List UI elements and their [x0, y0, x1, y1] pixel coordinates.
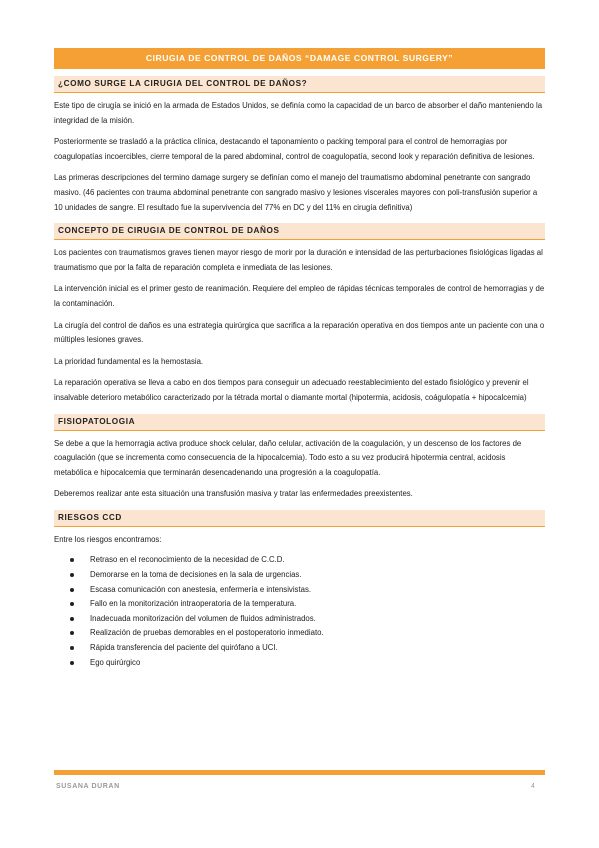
- section-heading-concept: CONCEPTO DE CIRUGIA DE CONTROL DE DAÑOS: [54, 223, 545, 240]
- paragraph: La intervención inicial es el primer gesto de reanimación. Requiere del empleo de rápidas técnicas temporales de control de hemorragias y de la contaminación.: [54, 284, 545, 308]
- list-item: [54, 626, 545, 641]
- list-item-text: Demorarse en la toma de decisiones en la sala de urgencias.: [90, 570, 302, 580]
- list-item: [54, 583, 545, 598]
- bullet-icon: [70, 602, 74, 606]
- list-item: [54, 612, 545, 627]
- document-page: [54, 48, 545, 670]
- list-item: [54, 553, 545, 568]
- paragraph: La prioridad fundamental es la hemostasia.: [54, 356, 204, 366]
- bullet-icon: [70, 661, 74, 665]
- paragraph: Los pacientes con traumatismos graves tienen mayor riesgo de morir por la duración e intensidad de las perturbaciones fisiológicas ligadas al traumatismo que por la falta de reparación completa e inmediata de las lesiones.: [54, 248, 543, 272]
- section-heading-origin: ¿COMO SURGE LA CIRUGIA DEL CONTROL DE DAÑOS?: [54, 76, 545, 93]
- paragraph: La cirugía del control de daños es una estrategia quirúrgica que sacrifica a la reparación operativa en dos tiempos ante un paciente con una o múltiples lesiones graves.: [54, 320, 545, 345]
- paragraph: Este tipo de cirugía se inició en la armada de Estados Unidos, se definía como la capacidad de un barco de absorber el daño manteniendo la integridad de la misión.: [54, 101, 543, 125]
- bullet-icon: [70, 558, 74, 562]
- list-item-text: Inadecuada monitorización del volumen de fluidos administrados.: [90, 613, 316, 623]
- bullet-icon: [70, 646, 74, 650]
- bullet-icon: [70, 617, 74, 621]
- list-item-text: Escasa comunicación con anestesia, enfermería e intensivistas.: [90, 584, 312, 594]
- paragraph: La reparación operativa se lleva a cabo en dos tiempos para conseguir un adecuado reestablecimiento del estado fisiológico y prevenir el insalvable deterioro metabólico caracterizado por la tétrada mortal o diamante mortal (hipotermia, acidosis, coágulopatía + hipocalcemia): [54, 378, 529, 402]
- risks-list: [54, 553, 545, 670]
- paragraph: Las primeras descripciones del termino damage surgery se definían como el manejo del traumatismo abdominal penetrante con sangrado masivo. (46 pacientes con trauma abdominal penetrante con sangrado masivo y lesiones viscerales mayores con poli-transfusión superior a 10 unidades de sangre. El resultado fue la supervivencia del 77% en DC y del 11% en cirugía definitiva): [54, 173, 538, 212]
- paragraph: Se debe a que la hemorragia activa produce shock celular, daño celular, activación de la coagulación, y un descenso de los factores de coagulación (que se incrementa como consecuencia de la hipocalcemia). Todo esto a su vez producirá hipotermia central, acidosis metabólica e hipocalcemia que terminarán desencadenando una progresión a la coagulopatía.: [54, 438, 522, 477]
- list-item-text: Fallo en la monitorización intraoperatoria de la temperatura.: [90, 599, 297, 609]
- bullet-icon: [70, 573, 74, 577]
- document-title-banner: CIRUGIA DE CONTROL DE DAÑOS “DAMAGE CONTROL SURGERY”: [54, 48, 545, 69]
- list-item-text: Ego quirúrgico: [90, 657, 141, 667]
- list-item: [54, 641, 545, 656]
- list-item-text: Rápida transferencia del paciente del quirófano a UCI.: [90, 643, 278, 653]
- footer-divider: [54, 770, 545, 775]
- section-heading-risks: RIESGOS CCD: [54, 510, 545, 527]
- list-item: [54, 656, 545, 671]
- bullet-icon: [70, 588, 74, 592]
- paragraph: Deberemos realizar ante esta situación una transfusión masiva y tratar las enfermedades preexistentes.: [54, 489, 413, 499]
- paragraph: Entre los riesgos encontramos:: [54, 534, 162, 544]
- bullet-icon: [70, 631, 74, 635]
- list-item-text: Realización de pruebas demorables en el postoperatorio inmediato.: [90, 628, 324, 638]
- footer-page-number: 4: [531, 783, 535, 790]
- footer-author: SUSANA DURAN: [56, 783, 120, 790]
- list-item-text: Retraso en el reconocimiento de la necesidad de C.C.D.: [90, 555, 285, 565]
- section-heading-physiopathology: FISIOPATOLOGIA: [54, 414, 545, 431]
- list-item: [54, 597, 545, 612]
- list-item: [54, 568, 545, 583]
- paragraph: Posteriormente se trasladó a la práctica clínica, destacando el taponamiento o packing temporal para el control de hemorragias por coagulopatías incoercibles, cierre temporal de la pared abdominal, control de coagulopatía, second look y reparación definitiva de lesiones.: [54, 137, 535, 161]
